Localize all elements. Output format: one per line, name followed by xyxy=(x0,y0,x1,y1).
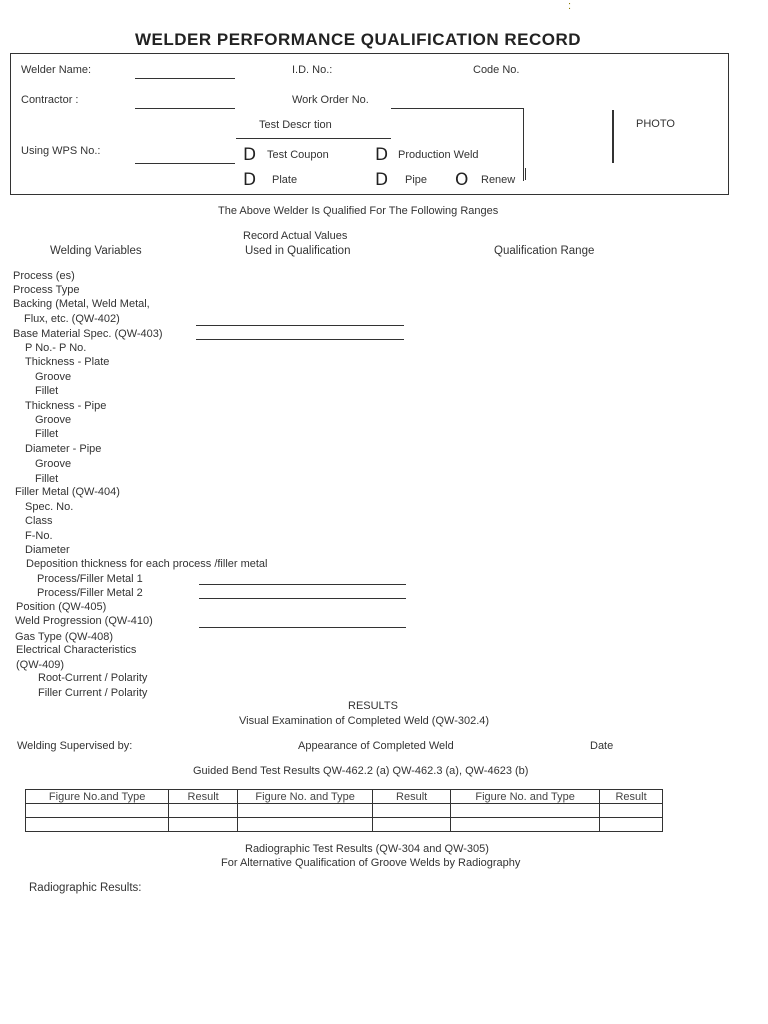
renew-checkbox[interactable]: O xyxy=(455,170,469,190)
variable-label: (QW-409) xyxy=(16,659,65,671)
variable-label: Flux, etc. (QW-402) xyxy=(24,313,120,325)
plate-label: Plate xyxy=(272,174,298,186)
record-actual-heading: Record Actual Values xyxy=(243,230,348,242)
table-row xyxy=(26,804,663,818)
bend-test-heading: Guided Bend Test Results QW-462.2 (a) QW-462.3 (a), QW-4623 (b) xyxy=(193,765,529,777)
backing-value-line[interactable] xyxy=(196,325,404,326)
variable-label: Diameter xyxy=(25,544,70,556)
variable-label: P No.- P No. xyxy=(25,342,87,354)
contractor-label: Contractor : xyxy=(21,94,79,106)
test-coupon-checkbox[interactable]: D xyxy=(243,145,257,165)
results-heading: RESULTS xyxy=(348,700,398,712)
photo-divider xyxy=(523,108,524,181)
variable-label: Fillet xyxy=(35,428,59,440)
variable-label: Position (QW-405) xyxy=(16,601,107,613)
test-description-label: Test Descr tion xyxy=(259,119,332,131)
variable-label: F-No. xyxy=(25,530,53,542)
radiographic-heading: Radiographic Test Results (QW-304 and QW-305) xyxy=(245,843,489,855)
work-order-label: Work Order No. xyxy=(292,94,369,106)
table-header-cell: Result xyxy=(600,790,663,804)
contractor-field[interactable] xyxy=(135,108,235,109)
table-cell[interactable] xyxy=(600,804,663,818)
variable-label: Process/Filler Metal 2 xyxy=(37,587,143,599)
table-cell[interactable] xyxy=(450,804,599,818)
process-filler-1-value-line[interactable] xyxy=(199,584,406,585)
using-wps-label: Using WPS No.: xyxy=(21,145,101,157)
variable-label: Fillet xyxy=(35,385,59,397)
qualification-range-heading: Qualification Range xyxy=(494,245,595,257)
table-cell[interactable] xyxy=(26,818,169,832)
table-cell[interactable] xyxy=(373,804,451,818)
welding-variables-heading: Welding Variables xyxy=(50,245,142,257)
table-header-cell: Result xyxy=(373,790,451,804)
qualified-ranges-heading: The Above Welder Is Qualified For The Following Ranges xyxy=(218,205,499,217)
table-cell[interactable] xyxy=(169,818,238,832)
variable-label: Root-Current / Polarity xyxy=(38,672,148,684)
table-cell[interactable] xyxy=(169,804,238,818)
plate-checkbox[interactable]: D xyxy=(243,170,257,190)
form-title: WELDER PERFORMANCE QUALIFICATION RECORD xyxy=(135,30,582,49)
table-cell[interactable] xyxy=(373,818,451,832)
variable-label: Deposition thickness for each process /filler metal xyxy=(26,558,268,570)
bend-test-table xyxy=(25,789,663,832)
pipe-label: Pipe xyxy=(405,174,428,186)
variable-label: Filler Current / Polarity xyxy=(38,687,148,699)
variable-label: Process Type xyxy=(13,284,80,296)
welder-name-field[interactable] xyxy=(135,78,235,79)
appearance-label: Appearance of Completed Weld xyxy=(298,740,454,752)
table-header-row xyxy=(26,790,663,804)
welding-supervised-label: Welding Supervised by: xyxy=(17,740,133,752)
variable-label: Diameter - Pipe xyxy=(25,443,102,455)
variable-label: Thickness - Plate xyxy=(25,356,110,368)
production-weld-label: Production Weld xyxy=(398,149,479,161)
used-in-qualification-heading: Used in Qualification xyxy=(245,245,351,257)
variable-label: Spec. No. xyxy=(25,501,74,513)
variable-label: Electrical Characteristics xyxy=(16,644,137,656)
production-weld-checkbox[interactable]: D xyxy=(375,145,389,165)
variable-label: Process/Filler Metal 1 xyxy=(37,573,143,585)
table-header-cell: Figure No. and Type xyxy=(238,790,373,804)
weld-progression-value-line[interactable] xyxy=(199,627,406,628)
table-cell[interactable] xyxy=(26,804,169,818)
work-order-field[interactable] xyxy=(391,108,523,109)
table-cell[interactable] xyxy=(600,818,663,832)
variable-label: Weld Progression (QW-410) xyxy=(15,615,153,627)
photo-label: PHOTO xyxy=(636,118,675,130)
table-row xyxy=(26,818,663,832)
variable-label: Process (es) xyxy=(13,270,75,282)
variable-label: Base Material Spec. (QW-403) xyxy=(13,328,163,340)
renew-label: Renew xyxy=(481,174,516,186)
photo-box-edge xyxy=(612,110,614,163)
variable-label: Class xyxy=(25,515,53,527)
table-cell[interactable] xyxy=(238,818,373,832)
variable-label: Groove xyxy=(35,371,72,383)
variable-label: Thickness - Pipe xyxy=(25,400,107,412)
renew-tick xyxy=(525,168,526,180)
table-cell[interactable] xyxy=(238,804,373,818)
radiographic-results-label: Radiographic Results: xyxy=(29,882,142,894)
header-box xyxy=(10,53,729,195)
table-header-cell: Result xyxy=(169,790,238,804)
variable-label: Groove xyxy=(35,414,72,426)
variable-label: Filler Metal (QW-404) xyxy=(15,486,120,498)
variable-label: Groove xyxy=(35,458,72,470)
welder-name-label: Welder Name: xyxy=(21,64,92,76)
test-description-underline xyxy=(236,138,391,139)
table-cell[interactable] xyxy=(450,818,599,832)
id-no-label: I.D. No.: xyxy=(292,64,333,76)
date-label: Date xyxy=(590,740,614,752)
variable-label: Fillet xyxy=(35,473,59,485)
corner-mark: : xyxy=(568,0,572,12)
radiographic-subheading: For Alternative Qualification of Groove Welds by Radiography xyxy=(221,857,521,869)
pipe-checkbox[interactable]: D xyxy=(375,170,389,190)
code-no-label: Code No. xyxy=(473,64,520,76)
process-filler-2-value-line[interactable] xyxy=(199,598,406,599)
table-header-cell: Figure No. and Type xyxy=(450,790,599,804)
variable-label: Gas Type (QW-408) xyxy=(15,631,114,643)
visual-examination-heading: Visual Examination of Completed Weld (QW-302.4) xyxy=(239,715,490,727)
test-coupon-label: Test Coupon xyxy=(267,149,329,161)
variable-label: Backing (Metal, Weld Metal, xyxy=(13,298,150,310)
wps-no-field[interactable] xyxy=(135,163,235,164)
base-material-value-line[interactable] xyxy=(196,339,404,340)
table-header-cell: Figure No.and Type xyxy=(26,790,169,804)
